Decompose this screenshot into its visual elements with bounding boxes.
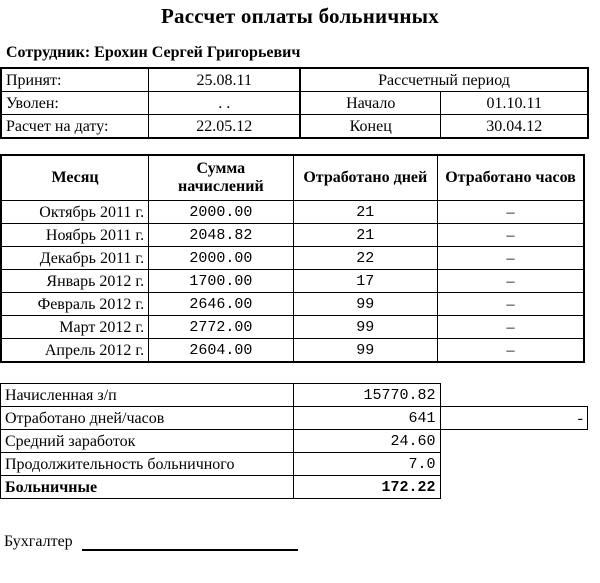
empty-cell xyxy=(440,384,587,407)
dismissed-label: Уволен: xyxy=(1,92,149,115)
table-row xyxy=(1,430,588,453)
empty-cell xyxy=(440,476,587,499)
hire-dates-table xyxy=(0,67,301,139)
amount-cell: 2604.00 xyxy=(149,339,293,363)
period-start-label: Начало xyxy=(300,92,441,115)
days-cell: 21 xyxy=(293,224,437,247)
days-cell: 99 xyxy=(293,293,437,316)
table-row xyxy=(1,68,300,92)
days-cell: 99 xyxy=(293,339,437,363)
month-cell: Ноябрь 2011 г. xyxy=(1,224,149,247)
accrued-label: Начисленная з/п xyxy=(1,384,294,407)
employee-name: Ерохин Сергей Григорьевич xyxy=(94,44,301,61)
avg-earnings-label: Средний заработок xyxy=(1,430,294,453)
table-row xyxy=(1,384,588,407)
period-table xyxy=(299,67,589,139)
days-cell: 21 xyxy=(293,201,437,224)
hours-cell: – xyxy=(438,293,584,316)
table-row xyxy=(1,316,584,339)
hours-cell: – xyxy=(438,201,584,224)
hours-cell: – xyxy=(438,247,584,270)
page-title: Рассчет оплаты больничных xyxy=(161,4,439,28)
month-cell: Апрель 2012 г. xyxy=(1,339,149,363)
month-cell: Февраль 2012 г. xyxy=(1,293,149,316)
worked-label: Отработано дней/часов xyxy=(1,407,294,430)
table-row xyxy=(1,476,588,499)
empty-cell xyxy=(440,453,587,476)
hours-cell: – xyxy=(438,316,584,339)
avg-earnings-value: 24.60 xyxy=(293,430,440,453)
amount-cell: 2646.00 xyxy=(149,293,293,316)
amount-cell: 2772.00 xyxy=(149,316,293,339)
table-row xyxy=(300,68,588,92)
dismissed-value: . . xyxy=(149,92,300,115)
table-row xyxy=(1,92,300,115)
table-row xyxy=(1,247,584,270)
employee-line xyxy=(6,44,300,62)
days-cell: 99 xyxy=(293,316,437,339)
worked-days-value: 641 xyxy=(293,407,440,430)
hired-value: 25.08.11 xyxy=(149,68,300,92)
accrued-value: 15770.82 xyxy=(293,384,440,407)
month-cell: Март 2012 г. xyxy=(1,316,149,339)
signature-line xyxy=(82,549,298,551)
hired-label: Принят: xyxy=(1,68,149,92)
worked-hours-value: - xyxy=(440,407,587,430)
table-row xyxy=(1,224,584,247)
table-row xyxy=(1,407,588,430)
amount-cell: 2000.00 xyxy=(149,247,293,270)
calc-date-label: Расчет на дату: xyxy=(1,115,149,139)
hours-cell: – xyxy=(438,270,584,293)
amount-cell: 2000.00 xyxy=(149,201,293,224)
hours-cell: – xyxy=(438,339,584,363)
calc-date-value: 22.05.12 xyxy=(149,115,300,139)
month-cell: Январь 2012 г. xyxy=(1,270,149,293)
table-row xyxy=(1,270,584,293)
period-end-label: Конец xyxy=(300,115,441,139)
period-end-value: 30.04.12 xyxy=(441,115,588,139)
employee-label: Сотрудник: xyxy=(6,44,91,61)
table-row xyxy=(1,453,588,476)
col-amount-header: Сумма начислений xyxy=(149,155,293,201)
col-days-header: Отработано дней xyxy=(293,155,437,201)
days-cell: 22 xyxy=(293,247,437,270)
sick-pay-value: 172.22 xyxy=(293,476,440,499)
table-row xyxy=(300,92,588,115)
summary-table xyxy=(0,383,588,499)
table-row xyxy=(1,339,584,363)
sick-pay-label: Больничные xyxy=(1,476,294,499)
table-row xyxy=(1,201,584,224)
col-month-header: Месяц xyxy=(1,155,149,201)
duration-label: Продолжительность больничного xyxy=(1,453,294,476)
days-cell: 17 xyxy=(293,270,437,293)
table-row xyxy=(1,293,584,316)
month-cell: Декабрь 2011 г. xyxy=(1,247,149,270)
hours-cell: – xyxy=(438,224,584,247)
amount-cell: 2048.82 xyxy=(149,224,293,247)
amount-cell: 1700.00 xyxy=(149,270,293,293)
accountant-label: Бухгалтер xyxy=(4,533,73,550)
table-header-row xyxy=(1,155,584,201)
table-row xyxy=(1,115,300,139)
period-title: Рассчетный период xyxy=(300,68,588,92)
monthly-table xyxy=(0,154,585,363)
empty-cell xyxy=(440,430,587,453)
col-hours-header: Отработано часов xyxy=(438,155,584,201)
table-row xyxy=(300,115,588,139)
duration-value: 7.0 xyxy=(293,453,440,476)
month-cell: Октябрь 2011 г. xyxy=(1,201,149,224)
period-start-value: 01.10.11 xyxy=(441,92,588,115)
